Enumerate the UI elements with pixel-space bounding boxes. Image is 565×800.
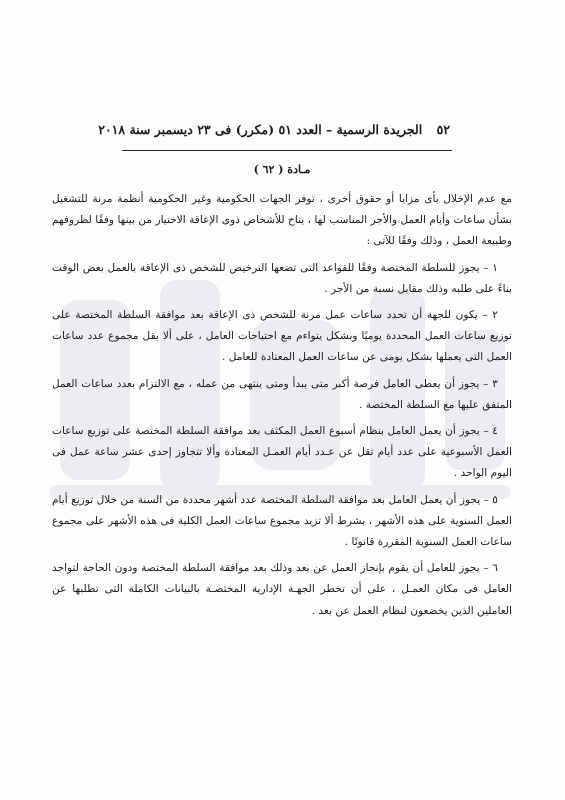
article-item: ٥ – يجوز أن يعمل العامل بعد موافقة السلطة المختصة عدد أشهر محددة من السنة من خلال توزيع أيام العمل السنوية على هذه الأشهر ، بشرط ألا تزيد مجموع ساعات العمل الكلية فى هذه الأشهر على مجموع ساعات العمل السنوية المقررة قانونًا .	[52, 493, 512, 549]
article-title: مـادة ( ٦٢ )	[253, 163, 311, 176]
article-body	[52, 189, 512, 627]
article-item: ١ – يجوز للسلطة المختصة وفقًا للقواعد التى تضعها الترخيص للشخص ذى الإعاقة بالعمل بعض الوقت بناءً على طلبه وذلك مقابل نسبة من الأجر .	[52, 261, 512, 295]
page-number: ٥٢	[436, 122, 450, 137]
article-item: ٢ – يكون للجهة أن تحدد ساعات عمل مرنة للشخص ذى الإعاقة بعد موافقة السلطة المختصة على توزيع ساعات العمل المحددة يوميًا وبشكل يتواءم مع احتياجات العامل ، على ألا يقل مجموع عدد ساعات العمل التى يعملها بشكل يومى عن ساعات العمل المعتادة للعامل .	[52, 309, 512, 364]
article-item: ٤ – يجوز أن يعمل العامل بنظام أسبوع العمل المكثف بعد موافقة السلطة المختصة على توزيع ساعات العمل الأسبوعية على عدد أيام تقل عن عـدد أيام العمـل المعتادة وألا تتجاوز إحدى عشر ساعة عمل فى اليوم الواحد .	[52, 425, 512, 480]
header-divider	[122, 150, 452, 151]
article-intro: مع عدم الإخلال بأى مزايا أو حقوق أخرى ، توفر الجهات الحكومية وغير الحكومية أنظمة مرنة للتشغيل بشأن ساعات وأيام العمل والأجر المناسب لها ، يتاح للأشخاص ذوى الإعاقة الاختيار من بينها وفقًا لظروفهم وطبيعة العمل ، وذلك وفقًا للآتى :	[52, 193, 512, 248]
article-item: ٦ – يجوز للعامل أن يقوم بإنجاز العمل عن بعد وذلك بعد موافقة السلطة المختصة ودون الحاجة لتواجد العامل فى مكان العمـل ، على أن تخطر الجهـة الإدارية المختصـة بالبيانات الكاملة التى تطلبها عن العاملين الذين يخضعون لنظام العمل عن بعد .	[52, 562, 512, 617]
gazette-header	[98, 122, 450, 137]
gazette-title: الجريدة الرسمية – العدد ٥١ (مكرر) فى ٢٣ ديسمبر سنة ٢٠١٨	[98, 122, 423, 137]
article-item: ٣ – يجوز أن يعطى العامل فرصة أكبر متى يبدأ ومتى ينتهى من عمله ، مع الالتزام بعدد ساعات العمل المتفق عليها مع السلطة المختصة .	[52, 377, 512, 411]
